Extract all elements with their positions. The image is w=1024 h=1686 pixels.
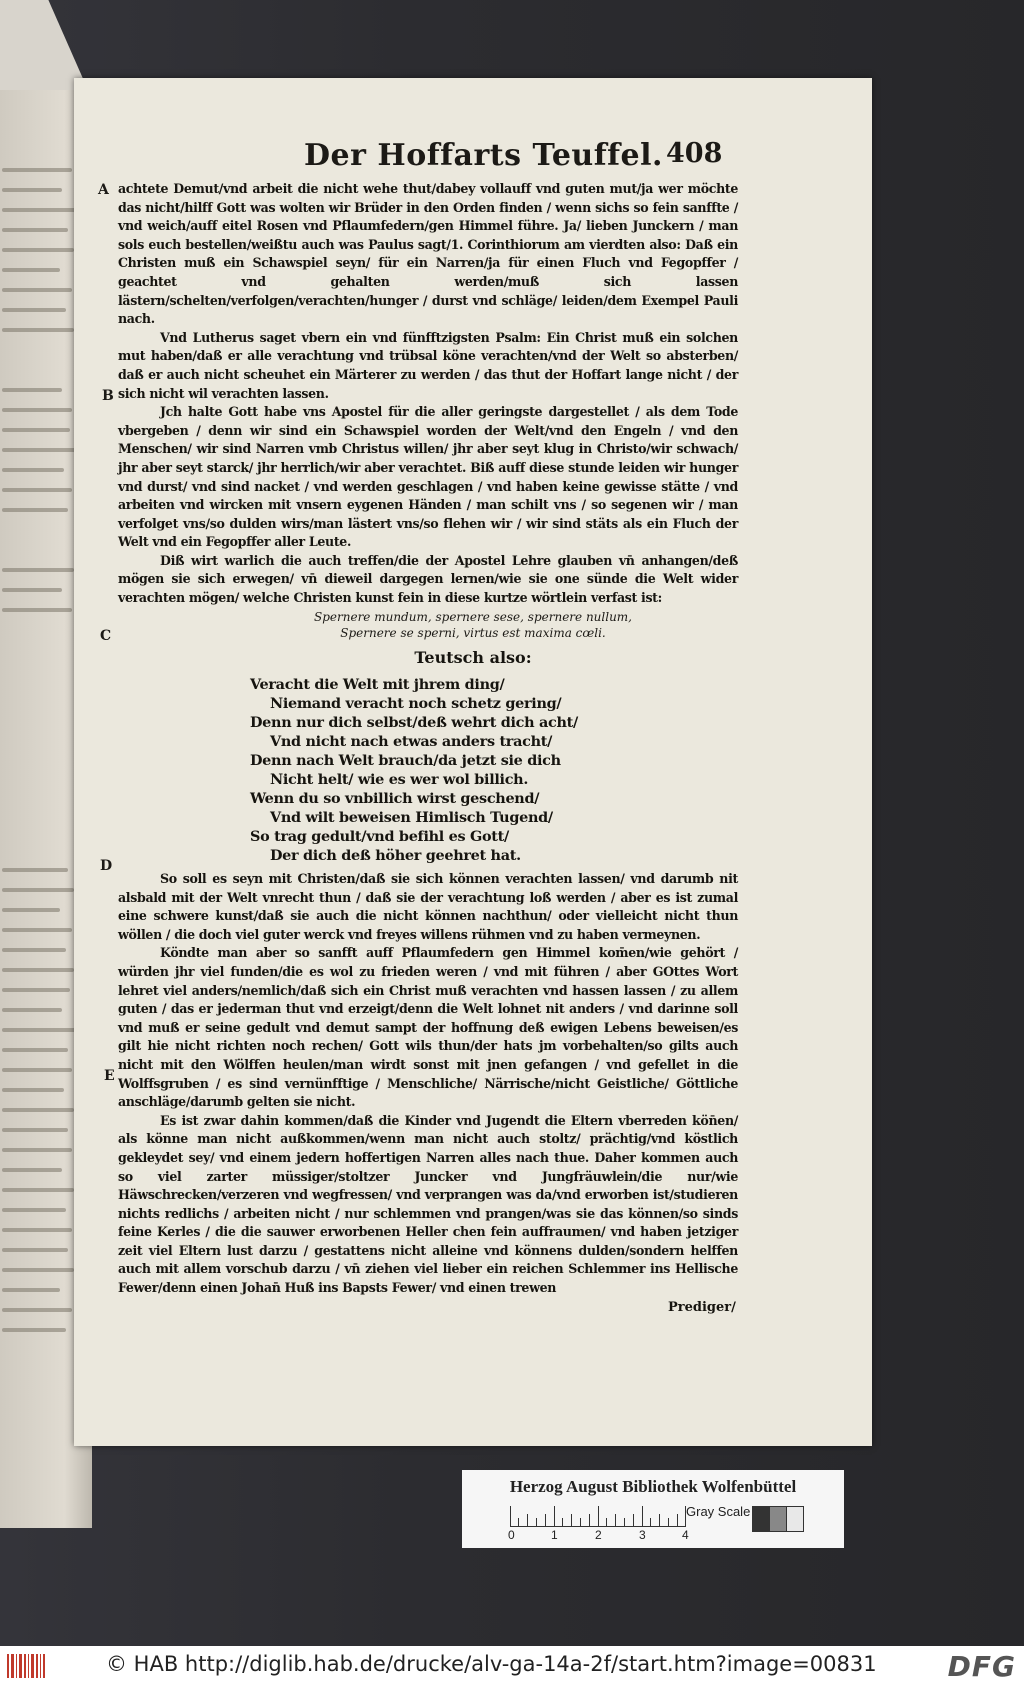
ruler-label: 1: [551, 1528, 558, 1542]
latin-verse-2: Spernere se sperni, virtus est maxima cœli.: [340, 626, 606, 640]
verse-line: Denn nur dich selbst/deß wehrt dich acht/: [250, 714, 578, 731]
verse-line: Vnd nicht nach etwas anders tracht/: [270, 733, 553, 750]
ruler-label: 2: [595, 1528, 602, 1542]
gray-swatch-light: [786, 1506, 804, 1532]
margin-letter-d: D: [100, 858, 113, 874]
margin-letter-a: A: [98, 182, 109, 198]
ruler-label: 4: [682, 1528, 689, 1542]
book-page: [74, 78, 872, 1446]
footer-bar: [0, 1646, 1024, 1686]
paragraph-7: Es ist zwar dahin kommen/daß die Kinder vnd Jugendt die Eltern vberreden kön̄en/ als könne man nicht außkommen/wenn man nicht auch stoltz/ prächtig/vnd köstlich gekleydet sey/ vnd einem jedern hoffertigen Narren alles nach thue. Daher kommen auch so viel zarter müssiger/stoltzer Juncker vnd Jungfräuwlein/die nur/wie Häwschrecken/verzeren vnd wegfressen/ vnd verprangen was da/vnd erworben ist/studieren nichts redlichs / arbeiten nicht / nur schlemmen vnd prangen/was sie das können/so sinds feine Kerles / die die sauwer erworbenen Heller chen fein auffraumen/ vnd haben jetziger zeit viel Eltern lust darzu / gestattens nicht alleine vnd könnens dulden/sondern helffen auch mit allem vorschub darzu / vn̄ ziehen viel lieber ein reichen Schlemmer ins Hellische Fewer/denn einen Johan̄ Huß ins Bapsts Fewer/ vnd einen trewen: [118, 1112, 738, 1296]
verse-line: So trag gedult/vnd befihl es Gott/: [250, 828, 509, 845]
margin-letter-b: B: [102, 388, 114, 404]
text-block-upper: [118, 180, 738, 608]
gray-swatch-mid: [769, 1506, 787, 1532]
verse-line: Nicht helt/ wie es wer wol billich.: [270, 771, 529, 788]
verse-line: Veracht die Welt mit jhrem ding/: [250, 676, 505, 693]
paragraph-5: So soll es seyn mit Christen/daß sie sich können verachten lassen/ vnd darumb nit alsbald mit der Welt vnrecht thun / daß sie der verachtung loß werden / aber es ist zumal eine schwere kunst/daß sie auch die nicht können nachthun/ oder vielleicht nicht thun wöllen / die doch viel guter werck vnd freyes willens rühmen vnd zu haben vermeynen.: [118, 871, 738, 942]
verse-title: Teutsch also:: [414, 648, 532, 667]
verse-line: Wenn du so vnbillich wirst geschend/: [250, 790, 540, 807]
verse-line: Denn nach Welt brauch/da jetzt sie dich: [250, 752, 561, 769]
barcode-icon: [6, 1652, 46, 1680]
verse-line: Vnd wilt beweisen Himlisch Tugend/: [270, 809, 553, 826]
ruler: [510, 1506, 686, 1527]
margin-letter-e: E: [104, 1068, 115, 1084]
margin-letter-c: C: [100, 628, 112, 644]
library-name: Herzog August Bibliothek Wolfenbüttel: [509, 1477, 797, 1496]
running-head: Der Hoffarts Teuffel.: [304, 138, 663, 173]
gray-scale-label: Gray Scale: [686, 1504, 751, 1519]
ruler-label: 3: [639, 1528, 646, 1542]
source-url[interactable]: © HAB http://diglib.hab.de/drucke/alv-ga-14a-2f/start.htm?image=00831: [106, 1652, 877, 1676]
dfg-logo: DFG: [947, 1650, 1016, 1683]
ruler-label: 0: [508, 1528, 515, 1542]
text-block-lower: [118, 870, 738, 1298]
latin-verse-1: Spernere mundum, spernere sese, spernere nullum,: [314, 610, 632, 624]
color-scale-card: [462, 1470, 844, 1548]
page-number: 408: [666, 138, 723, 169]
paragraph-6: Köndte man aber so sanfft auff Pflaumfedern gen Himmel kom̄en/wie gehört / würden jhr viel funden/die es wol zu frieden weren / vnd mit führen / aber GOttes Wort lehret viel anders/nemlich/daß sich ein Christ muß verachten vnd hassen lassen / zu allem guten / das er jederman thut vnd erzeigt/denn die Welt lohnet nit anders / vnd darinne soll vnd muß er seine gedult vnd demut sampt der hoffnung deß ewigen Lebens beweisen/es gilt hie nicht richten noch rechen/ Gott wils thun/der hats jm vorbehalten/so gilts auch nicht mit den Wölffen heulen/man wirdt sonst mit jnen gefangen / vnd gefellet in die Wolffsgruben / es sind vernünfftige / Menschliche/ Närrische/nicht Geistliche/ Göttliche anschläge/darumb gelten sie nicht.: [118, 945, 738, 1110]
paragraph-4: Diß wirt warlich die auch treffen/die der Apostel Lehre glauben vn̄ anhangen/deß mögen sie sich erwegen/ vn̄ dieweil dargegen lernen/wie sie one sünde die Welt wider verachten mögen/ welche Christen kunst fein in diese kurtze wörtlein verfast ist:: [118, 552, 738, 606]
paragraph-2: Vnd Lutherus saget vbern ein vnd fünfftzigsten Psalm: Ein Christ muß ein solchen mut haben/daß er alle verachtung vnd trübsal köne verachten/vnd der Welt so absterben/ daß er auch nicht scheuhet ein Märterer zu werden / das thut der Hoffart lange nicht / der sich nicht wil verachten lassen.: [118, 329, 738, 401]
paragraph-3: Jch halte Gott habe vns Apostel für die aller geringste dargestellet / als dem Tode vbergeben / denn wir sind ein Schawspiel worden der Welt/vnd den Engeln / vnd den Menschen/ wir sind Narren vmb Christus willen/ jhr aber seyt klug in Christo/wir schwach/ jhr aber seyt starck/ jhr herrlich/wir aber verachtet. Biß auff diese stunde leiden wir hunger vnd durst/ vnd sind nacket / vnd werden geschlagen / vnd haben keine gewisse stätte / vnd arbeiten vnd wircken mit vnsern eygenen Händen / man schilt vns / so segenen wir / man verfolget vns/so dulden wirs/man lästert vns/so flehen wir / wir sind stäts als ein Fluch der Welt vnd ein Fegopffer aller Leute.: [118, 404, 738, 550]
verse-line: Niemand veracht noch schetz gering/: [270, 695, 562, 712]
verse-line: Der dich deß höher geehret hat.: [270, 847, 521, 864]
catchword: Prediger/: [668, 1300, 736, 1315]
paragraph-1: achtete Demut/vnd arbeit die nicht wehe thut/dabey vollauff vnd guten mut/ja wer möchte das nicht/hilff Gott was wolten wir Brüder in den Orden finden / wenn sichs so fein sanffte / vnd weich/auff eitel Rosen vnd Pflaumfedern/gen Himmel führe. Ja/ lieben Junckern / man sols euch bestellen/weißtu auch was Paulus sagt/1. Corinthiorum am vierdten also: Daß ein Christen muß ein Schawspiel seyn/ für ein Narren/ja für einen Fluch vnd Fegopffer / geachtet vnd gehalten werden/muß sich lassen lästern/schelten/verfolgen/verachten/hunger / durst vnd schläge/ leiden/dem Exempel Pauli nach.: [118, 181, 738, 327]
gray-swatch-dark: [752, 1506, 770, 1532]
